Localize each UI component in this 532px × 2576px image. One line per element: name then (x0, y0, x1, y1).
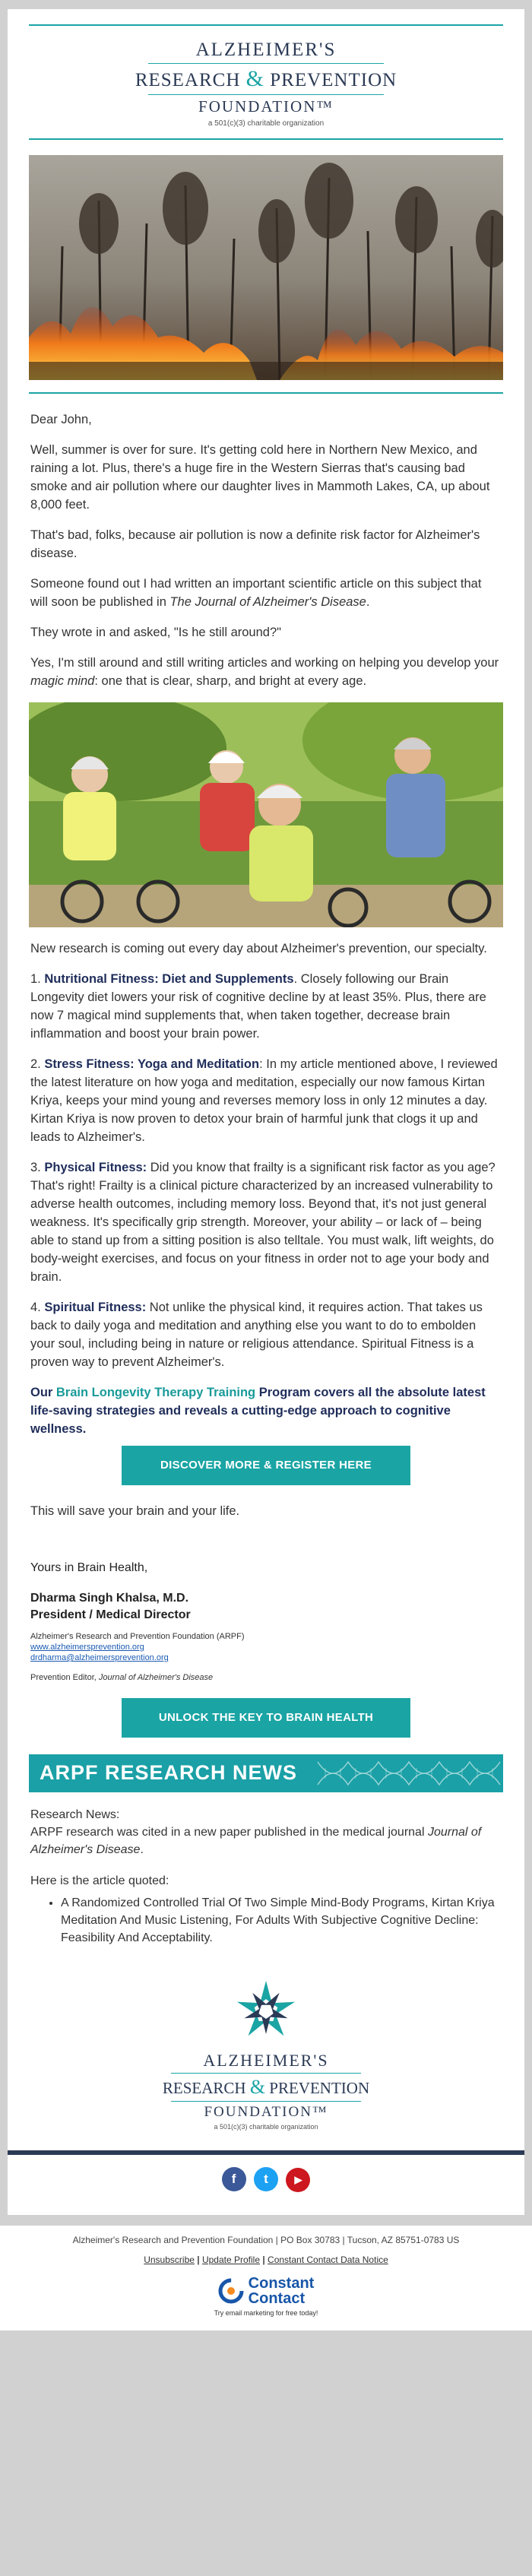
letter-body-2 (29, 939, 503, 1438)
logo-line-2: RESEARCH & PREVENTION (135, 66, 397, 91)
foundation-emblem-icon (232, 1977, 300, 2045)
cc-line-2: Contact (248, 2290, 306, 2307)
banner-title: ARPF RESEARCH NEWS (40, 1761, 298, 1784)
paragraph-research: New research is coming out every day about Alzheimer's prevention, our specialty. (30, 942, 487, 955)
footer-logo-line-1: ALZHEIMER'S (203, 2051, 329, 2070)
letter-body (29, 410, 503, 690)
paragraph-2: That's bad, folks, because air pollution is now a definite risk factor for Alzheimer's disease. (30, 528, 480, 560)
unsubscribe-link[interactable]: Unsubscribe (144, 2254, 195, 2265)
article-list (61, 1894, 502, 1947)
pillar-1: 1. Nutritional Fitness: Diet and Supplements. Closely following our Brain Longevity diet lowers your risk of cognitive decline by at least 35%. Plus, there are now 7 magical mind supplements that, when taken together, decrease brain inflammation and boost your brain power. (30, 972, 486, 1041)
email-footer (0, 2226, 532, 2330)
constant-contact-badge[interactable] (218, 2276, 315, 2306)
constant-contact-logo-icon (218, 2278, 244, 2304)
article-item: • A Randomized Controlled Trial Of Two Simple Mind-Body Programs, Kirtan Kriya Meditation And Music Listening, For Adults With Subjective Cognitive Decline: Feasibility And Acceptability. (61, 1894, 502, 1947)
header-divider (29, 138, 503, 140)
footer-links: Unsubscribe | Update Profile | Constant Contact Data Notice (144, 2254, 388, 2265)
research-news (29, 1806, 503, 1947)
pillar-4: 4. Spiritual Fitness: Not unlike the physical kind, it requires action. That takes us back to daily yoga and meditation and anything else you want to do to embolden your soul, including being in nature or religious attendance. Spiritual Fitness is a proven way to prevent Alzheimer's. (30, 1301, 483, 1369)
logo-tagline: a 501(c)(3) charitable organization (207, 119, 325, 128)
signature-org: Alzheimer's Research and Prevention Foundation (ARPF) (30, 1632, 245, 1641)
logo-line-3: FOUNDATION™ (198, 97, 334, 116)
greeting: Dear John, (30, 413, 92, 426)
paragraph-4: They wrote in and asked, "Is he still around?" (30, 626, 281, 639)
update-profile-link[interactable]: Update Profile (201, 2254, 260, 2265)
cc-line-1: Constant (248, 2275, 315, 2292)
photo-divider (29, 392, 503, 394)
closing-block (29, 1502, 503, 1520)
signoff: Yours in Brain Health, (30, 1561, 148, 1574)
pillar-2: 2. Stress Fitness: Yoga and Meditation: In my article mentioned above, I reviewed the latest literature on how yoga and meditation, especially our now famous Kirtan Kriya, keeps your mind young and reverses memory loss in only 12 minutes a day. Kirtan Kriya is now proven to detox your brain of harmful junk that clogs it up and leads to Alzheimer's. (30, 1057, 498, 1144)
unlock-key-button[interactable]: UNLOCK THE KEY TO BRAIN HEALTH (122, 1698, 410, 1738)
pillar-3: 3. Physical Fitness: Did you know that frailty is a significant risk factor as you age? That's right! Frailty is a clinical picture characterized by an increased vulnerability to adverse health outcomes, including memory loss. Beyond that, it's not just general weakness. It's specifically grip strength. Moreover, your ability – or lack of – being able to stand up from a sitting position is also telltale. You must walk, lift weights, do body-weight exercises, and focus on your fitness in order not to age your body and brain. (30, 1161, 496, 1284)
email-card (8, 9, 524, 2215)
website-link[interactable]: www.alzheimersprevention.org (30, 1643, 144, 1652)
forest-fire-photo (29, 155, 503, 380)
closing-line: This will save your brain and your life. (30, 1504, 240, 1518)
paragraph-1: Well, summer is over for sure. It's getting cold here in Northern New Mexico, and raining a lot. Plus, there's a huge fire in the Western Sierras that's causing bad smoke and air pollution where our daughter lives in Mammoth Lakes, CA, up about 8,000 feet. (30, 443, 490, 512)
email-link[interactable]: drdharma@alzheimersprevention.org (30, 1653, 169, 1662)
signer-name: Dharma Singh Khalsa, M.D. (30, 1592, 189, 1605)
twitter-icon[interactable]: t (254, 2167, 278, 2191)
news-text: ARPF research was cited in a new paper published in the medical journal Journal of Alzheimer's Disease. (30, 1826, 482, 1856)
data-notice-link[interactable]: Constant Contact Data Notice (268, 2254, 388, 2265)
cc-tagline: Try email marketing for free today! (214, 2309, 318, 2317)
header-logo[interactable] (29, 26, 503, 138)
footer-logo-line-3: FOUNDATION™ (204, 2104, 328, 2120)
paragraph-3: Someone found out I had written an important scientific article on this subject that will soon be published in The Journal of Alzheimer's Disease. (30, 577, 482, 609)
youtube-icon[interactable]: ▶ (286, 2168, 310, 2192)
signature-block (29, 1560, 503, 1683)
program-paragraph: Our Brain Longevity Therapy Training Program covers all the absolute latest life-saving strategies and reveals a cutting-edge approach to cognitive wellness. (30, 1386, 486, 1436)
quoted-label: Here is the article quoted: (30, 1874, 169, 1887)
program-link[interactable]: Brain Longevity Therapy Training (55, 1386, 256, 1399)
footer-logo-line-2: RESEARCH & PREVENTION (162, 2076, 370, 2098)
footer-bar (8, 2150, 524, 2155)
editor-credit: Prevention Editor, Journal of Alzheimer's Disease (30, 1673, 214, 1682)
footer-logo[interactable] (29, 1947, 503, 2146)
signer-title: President / Medical Director (30, 1608, 191, 1621)
footer-address: Alzheimer's Research and Prevention Foundation | PO Box 30783 | Tucson, AZ 85751-0783 US (72, 2235, 460, 2245)
logo-rule (148, 63, 384, 64)
discover-register-button[interactable]: DISCOVER MORE & REGISTER HERE (122, 1446, 410, 1485)
seniors-cycling-photo (29, 702, 503, 927)
research-news-banner (29, 1754, 503, 1792)
paragraph-5: Yes, I'm still around and still writing articles and working on helping you develop your magic mind: one that is clear, sharp, and bright at every age. (30, 656, 499, 688)
news-label: Research News: (30, 1808, 120, 1821)
logo-line-1: ALZHEIMER'S (195, 40, 337, 60)
logo-rule (148, 94, 384, 95)
social-links (29, 2163, 503, 2197)
facebook-icon[interactable]: f (222, 2167, 246, 2191)
footer-logo-tagline: a 501(c)(3) charitable organization (214, 2123, 318, 2131)
